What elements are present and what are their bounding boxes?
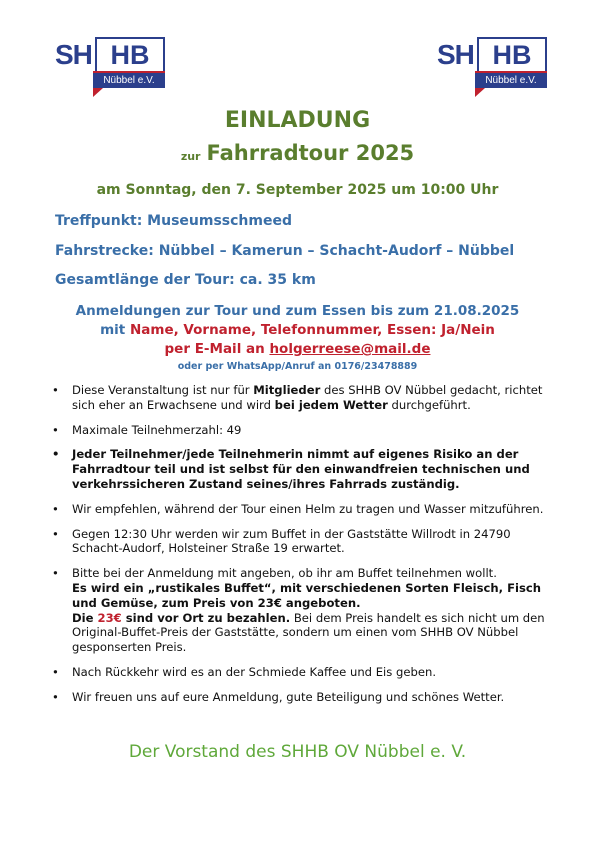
bullet-bold: Die: [72, 610, 98, 625]
info-fahrstrecke: Fahrstrecke: Nübbel – Kamerun – Schacht-Audorf – Nübbel: [55, 243, 515, 259]
bullet-closing: • Wir freuen uns auf eure Anmeldung, gute Beteiligung und schönes Wetter.: [50, 690, 550, 705]
bullet-text: Bitte bei der Anmeldung mit angeben, ob ihr am Buffet teilnehmen wollt.: [72, 566, 497, 581]
registration-email-prefix: per E-Mail an: [164, 341, 270, 357]
bullet-coffee: • Nach Rückkehr wird es an der Schmiede Kaffee und Eis geben.: [50, 665, 550, 680]
bullet-max-participants: • Maximale Teilnehmerzahl: 49: [50, 423, 550, 438]
registration-required-info: [0, 322, 595, 338]
bullet-text: des SHHB OV Nübbel gedacht, richtet sich eher an Erwachsene und wird: [72, 383, 543, 412]
logo-sh-text: SH: [437, 39, 474, 70]
logo-hb-box: HB: [477, 37, 547, 73]
logo-hb-box: HB: [95, 37, 165, 73]
email-link[interactable]: holgerreese@mail.de: [269, 341, 431, 357]
bullet-helmet: • Wir empfehlen, während der Tour einen Helm zu tragen und Wasser mitzuführen.: [50, 502, 550, 517]
bullet-own-risk: • Jeder Teilnehmer/jede Teilnehmerin nimmt auf eigenes Risiko an der Fahrradtour teil und ist selbst für den einwandfreien technischen und verkehrssicheren Zustand seines/ihres Fahrrads zuständig.: [50, 447, 550, 491]
bullet-buffet-details: [50, 566, 550, 655]
bullet-text: Bei dem Preis handelt es sich nicht um den Original-Buffet-Preis der Gaststätte, sondern um einen vom SHHB OV Nübbel gesponserten Preis.: [72, 610, 545, 655]
info-bullet-list: [50, 383, 550, 705]
info-gesamtlaenge: Gesamtlänge der Tour: ca. 35 km: [55, 272, 316, 288]
logo-tail: [475, 88, 485, 97]
logo-ev-banner: Nübbel e.V.: [475, 73, 547, 88]
footer-signature: Der Vorstand des SHHB OV Nübbel e. V.: [128, 742, 467, 762]
buffet-price: 23€: [97, 610, 122, 625]
logo-right: [437, 35, 549, 99]
bullet-bold: sind vor Ort zu bezahlen.: [121, 610, 291, 625]
logo-sh-text: SH: [55, 39, 92, 70]
title-fahrradtour: [0, 141, 595, 165]
logo-tail: [93, 88, 103, 97]
info-treffpunkt: Treffpunkt: Museumsschmeed: [55, 213, 292, 229]
bullet-text: durchgeführt.: [387, 397, 471, 412]
bullet-bold: Mitglieder: [253, 383, 321, 397]
logo-ev-banner: Nübbel e.V.: [93, 73, 165, 88]
bullet-bold: bei jedem Wetter: [274, 397, 388, 412]
bullet-buffet-time: • Gegen 12:30 Uhr werden wir zum Buffet in der Gaststätte Willrodt in 24790 Schacht-Audorf, Holsteiner Straße 19 erwartet.: [50, 527, 550, 557]
title-einladung: EINLADUNG: [224, 108, 371, 133]
registration-whatsapp: oder per WhatsApp/Anruf an 0176/23478889: [177, 361, 418, 372]
registration-fields: Name, Vorname, Telefonnummer, Essen: Ja/Nein: [129, 322, 495, 338]
title-zur: zur: [180, 150, 201, 163]
event-date: am Sonntag, den 7. September 2025 um 10:00 Uhr: [96, 182, 499, 198]
bullet-members: [50, 383, 550, 413]
registration-email: [0, 341, 595, 357]
bullet-text: Diese Veranstaltung ist nur für: [72, 383, 254, 397]
title-fahrradtour-text: Fahrradtour 2025: [206, 141, 415, 165]
logo-left: [55, 35, 167, 99]
registration-deadline: Anmeldungen zur Tour und zum Essen bis zum 21.08.2025: [75, 303, 520, 319]
bullet-bold: Es wird ein „rustikales Buffet“, mit verschiedenen Sorten Fleisch, Fisch und Gemüse, zum Preis von 23€ angeboten.: [72, 580, 542, 610]
registration-mit: mit: [100, 322, 130, 338]
